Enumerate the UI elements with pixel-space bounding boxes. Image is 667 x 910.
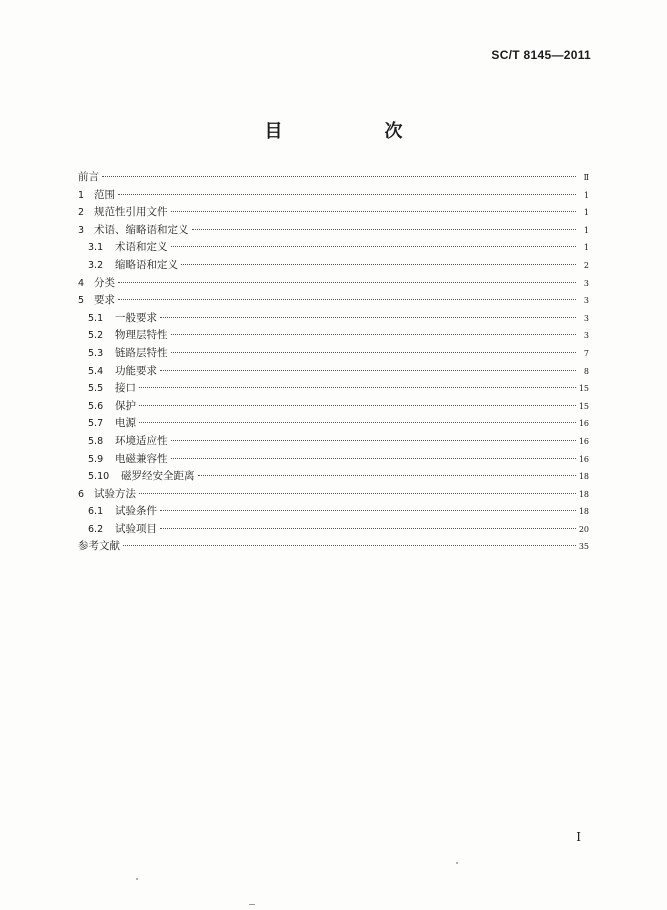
toc-entry-label: 分类 [94,276,115,289]
toc-entry-page: 3 [583,313,589,323]
toc-entry-label: 链路层特性 [115,346,168,359]
toc-entry-number: 5 [78,295,85,307]
toc-dot-leader [102,176,576,177]
toc-entry-label: 试验方法 [94,487,136,500]
toc-entry-page: 16 [578,454,589,464]
table-of-contents [78,169,589,556]
toc-entry[interactable] [78,415,589,433]
scan-speck [456,862,458,864]
toc-entry-page: 8 [583,366,589,376]
toc-entry[interactable] [78,222,589,240]
toc-entry[interactable] [78,503,589,521]
toc-entry-label: 保护 [115,399,136,412]
toc-entry[interactable] [78,310,589,328]
toc-entry-page: 18 [578,507,589,517]
toc-entry-label: 接口 [115,382,136,395]
toc-entry[interactable] [78,187,589,205]
toc-entry[interactable] [78,169,589,187]
toc-entry-number: 6 [78,488,85,500]
toc-entry[interactable] [78,380,589,398]
toc-entry[interactable] [78,345,589,363]
toc-dot-leader [139,422,576,423]
toc-dot-leader [139,387,576,388]
toc-entry-page: 18 [578,489,589,499]
toc-entry-number: 6.2 [88,523,104,535]
scan-speck [136,878,138,880]
toc-entry[interactable] [78,398,589,416]
toc-entry[interactable] [78,292,589,310]
toc-dot-leader [171,246,577,247]
toc-entry-page: 35 [578,542,589,552]
toc-entry-number: 5.5 [88,383,104,395]
toc-entry[interactable] [78,327,589,345]
toc-entry[interactable] [78,239,589,257]
toc-dot-leader [198,475,576,476]
toc-entry-label: 术语、缩略语和定义 [94,223,189,236]
toc-entry-number: 5.3 [88,347,104,359]
toc-entry-label: 电源 [115,417,136,430]
toc-dot-leader [160,370,576,371]
toc-dot-leader [171,211,577,212]
toc-entry[interactable] [78,257,589,275]
scan-speck [249,904,255,905]
toc-entry-number: 4 [78,277,85,289]
toc-dot-leader [181,264,576,265]
toc-entry-label: 电磁兼容性 [115,452,168,465]
toc-entry-number: 3 [78,224,85,236]
toc-entry-label: 前言 [78,171,99,183]
page-title: 目 次 [264,121,445,142]
toc-dot-leader [160,317,576,318]
toc-entry-page: 1 [583,190,589,200]
toc-entry-number: 5.9 [88,453,104,465]
toc-entry-page: 15 [578,384,589,394]
toc-dot-leader [171,352,577,353]
toc-entry-number: 1 [78,189,85,201]
toc-entry-page: 1 [583,225,589,235]
toc-entry-label: 功能要求 [115,364,157,377]
toc-entry-number: 6.1 [88,506,104,518]
toc-entry-number: 5.2 [88,330,104,342]
toc-entry[interactable] [78,486,589,504]
toc-entry[interactable] [78,521,589,539]
toc-entry-label: 磁罗经安全距离 [121,470,195,483]
toc-dot-leader [118,299,576,300]
toc-entry-page: 1 [583,243,589,253]
toc-entry-number: 2 [78,207,85,219]
toc-entry-label: 试验条件 [115,505,157,518]
toc-entry-page: Ⅱ [583,173,589,182]
toc-entry-page: 2 [583,260,589,270]
toc-entry-label: 要求 [94,294,115,307]
toc-entry[interactable] [78,275,589,293]
toc-entry-label: 范围 [94,188,115,201]
toc-entry-number: 5.7 [88,418,104,430]
toc-entry[interactable] [78,468,589,486]
toc-entry-label: 物理层特性 [115,329,168,342]
toc-entry-number: 5.1 [88,312,104,324]
toc-entry-page: 15 [578,401,589,411]
toc-entry-label: 规范性引用文件 [94,206,168,219]
toc-entry-number: 3.2 [88,259,104,271]
toc-entry-page: 16 [578,436,589,446]
toc-entry-number: 5.8 [88,435,104,447]
toc-dot-leader [118,282,576,283]
toc-entry[interactable] [78,204,589,222]
toc-dot-leader [192,229,577,230]
toc-entry[interactable] [78,538,589,556]
toc-dot-leader [139,493,576,494]
toc-dot-leader [160,510,576,511]
toc-entry-number: 3.1 [88,242,104,254]
toc-dot-leader [123,545,576,546]
toc-entry-label: 缩略语和定义 [115,258,178,271]
toc-entry-label: 环境适应性 [115,434,168,447]
toc-entry-page: 16 [578,419,589,429]
toc-entry-page: 18 [578,472,589,482]
toc-entry-page: 3 [583,296,589,306]
toc-entry-page: 7 [583,348,589,358]
toc-entry-page: 3 [583,278,589,288]
toc-dot-leader [118,194,576,195]
toc-dot-leader [160,528,576,529]
toc-entry-page: 3 [583,331,589,341]
toc-dot-leader [171,440,576,441]
toc-entry-page: 1 [583,208,589,218]
toc-dot-leader [171,458,576,459]
toc-entry-number: 5.4 [88,365,104,377]
toc-dot-leader [139,405,576,406]
toc-entry-number: 5.6 [88,400,104,412]
toc-entry[interactable] [78,451,589,469]
toc-entry-label: 术语和定义 [115,241,168,254]
toc-entry-page: 20 [578,524,589,534]
toc-entry-number: 5.10 [88,471,110,483]
toc-entry[interactable] [78,363,589,381]
toc-dot-leader [171,334,577,335]
standard-code: SC/T 8145—2011 [491,48,591,62]
toc-entry[interactable] [78,433,589,451]
toc-entry-label: 试验项目 [115,522,157,535]
page-number: I [576,830,581,844]
toc-entry-label: 一般要求 [115,311,157,324]
toc-entry-label: 参考文献 [78,540,120,553]
